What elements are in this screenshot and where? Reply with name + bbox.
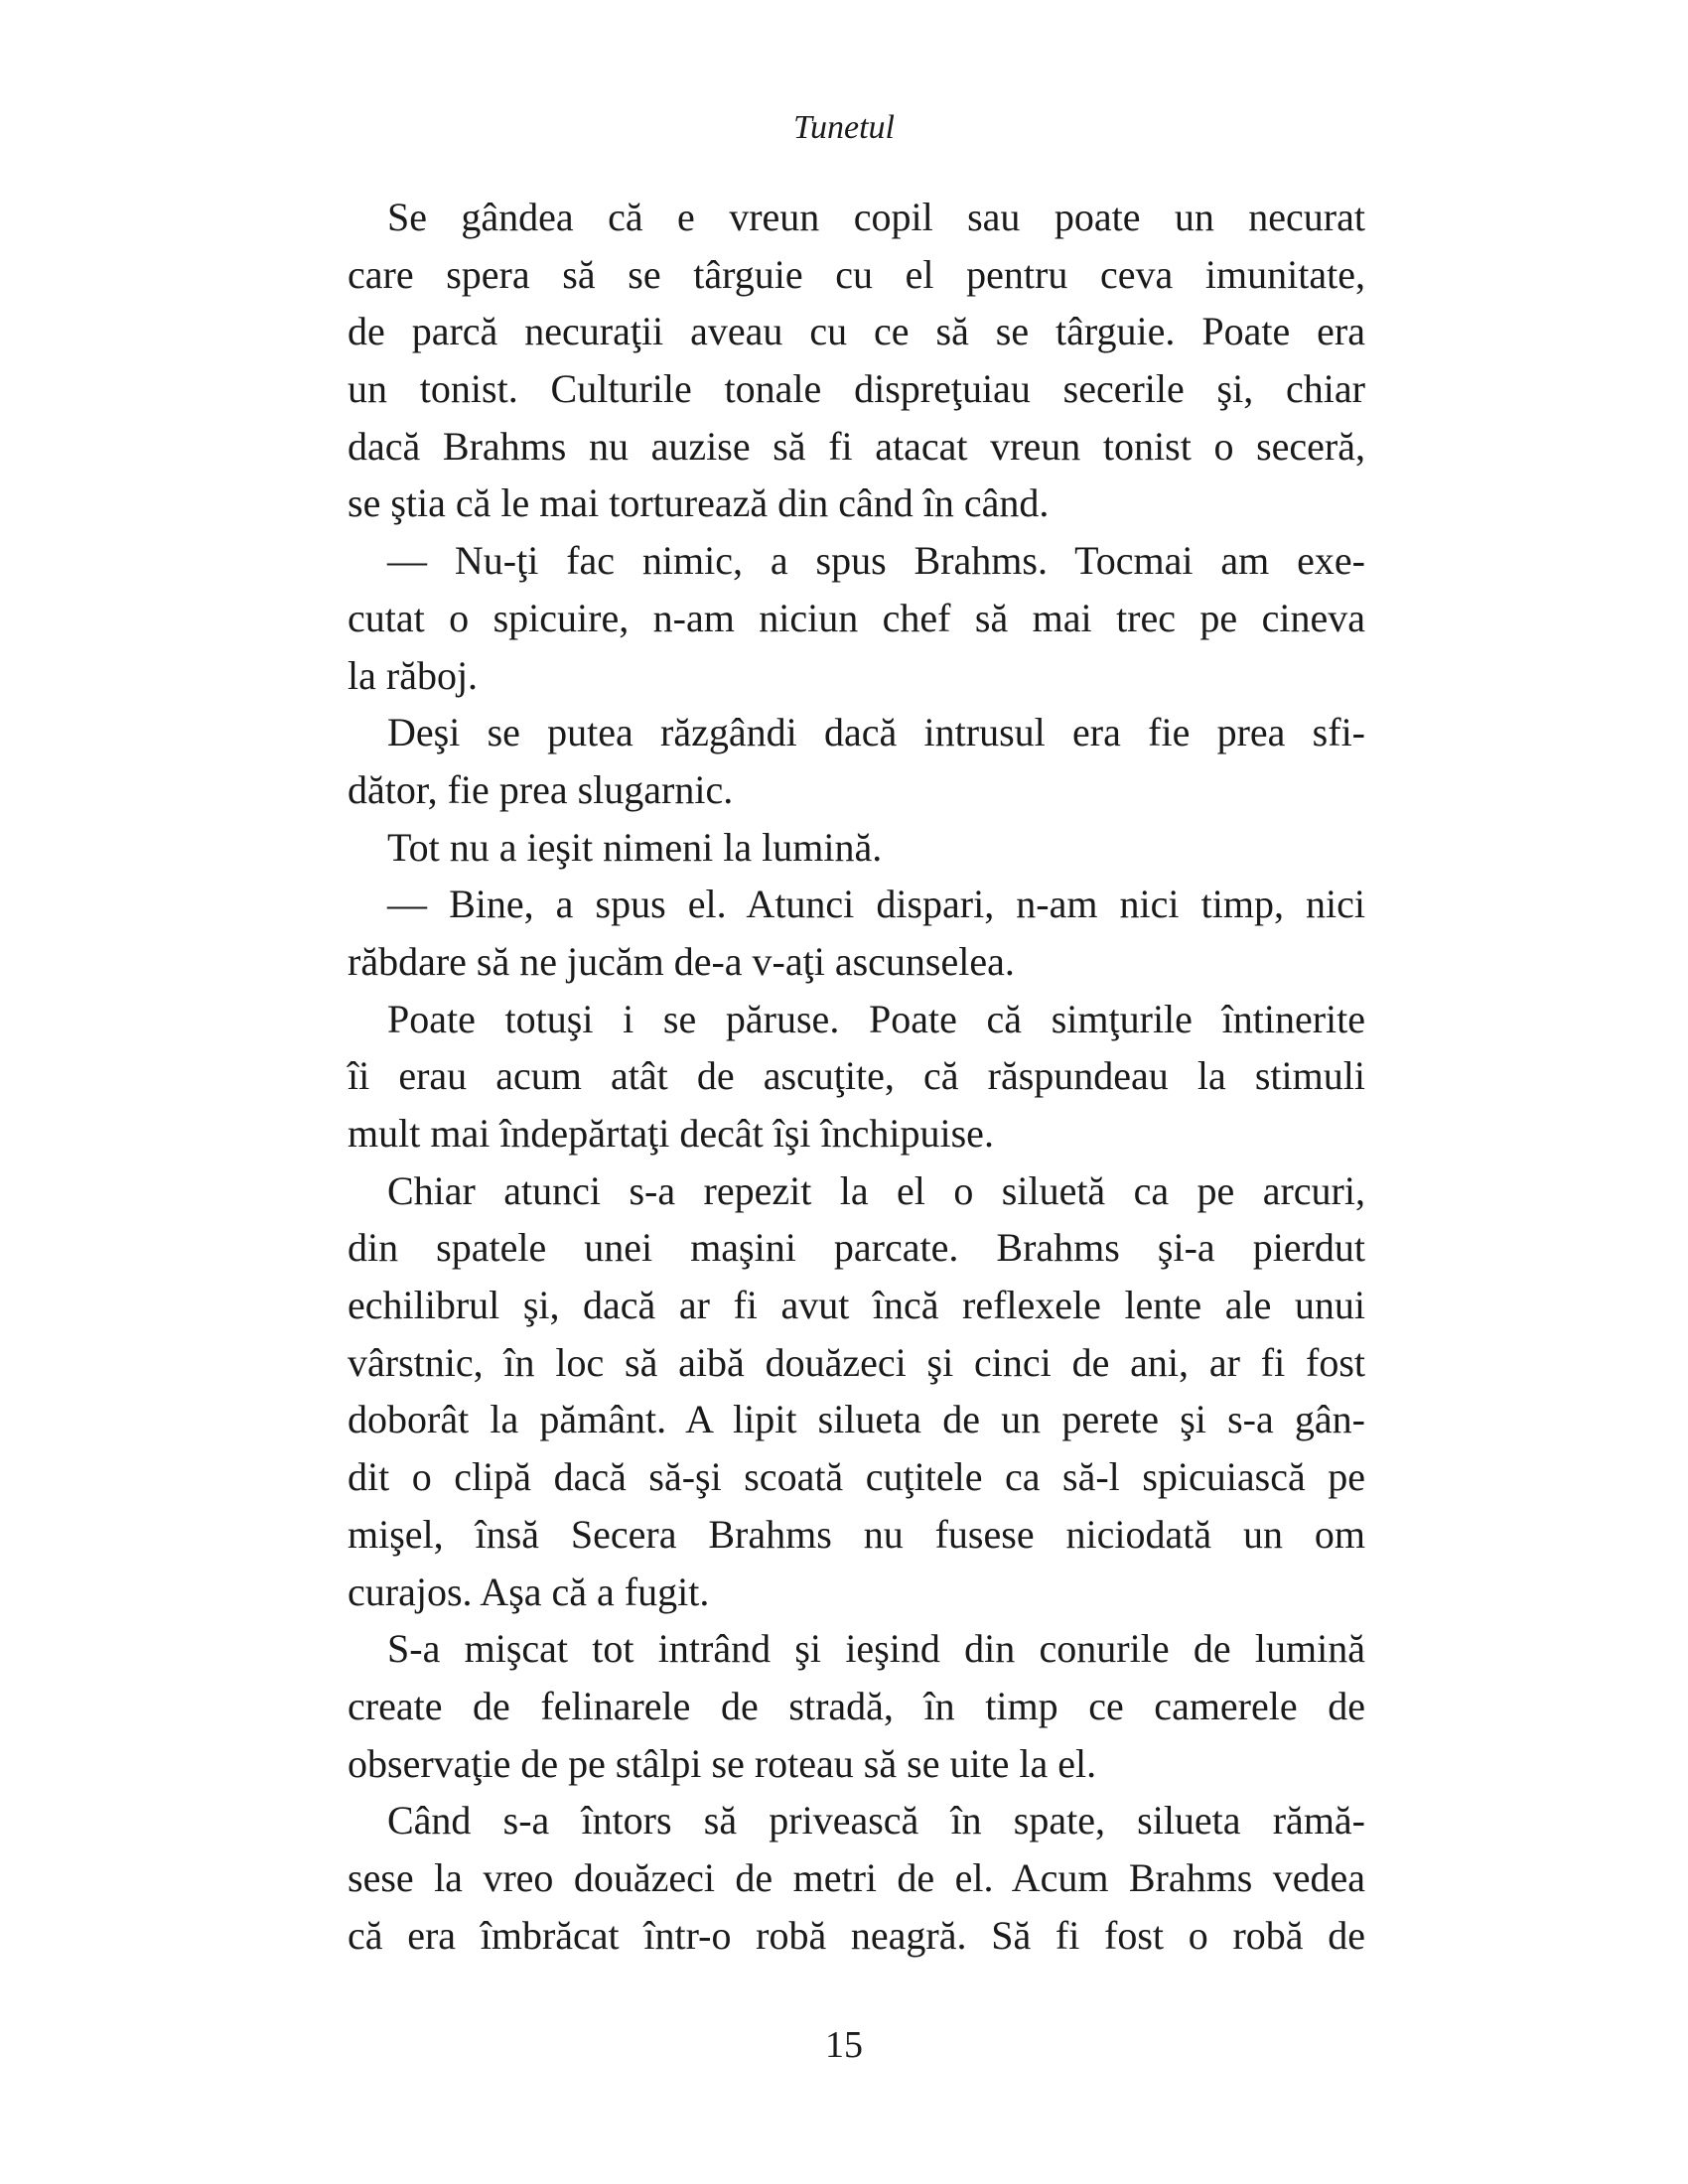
text-line: de parcă necuraţii aveau cu ce să se târguie. Poate era — [348, 309, 1365, 354]
paragraph — [348, 876, 1365, 990]
text-line: echilibrul şi, dacă ar fi avut încă reflexele lente ale unui — [348, 1283, 1365, 1328]
body-text — [348, 189, 1365, 1964]
text-line: se ştia că le mai torturează din când în când. — [348, 480, 1050, 526]
text-line: curajos. Aşa că a fugit. — [348, 1569, 710, 1614]
paragraph — [348, 1620, 1365, 1792]
text-line: Chiar atunci s-a repezit la el o siluetă ca pe arcuri, — [387, 1167, 1365, 1213]
text-line: cutat o spicuire, n-am niciun chef să mai trec pe cineva — [348, 595, 1365, 640]
text-line: îi erau acum atât de ascuţite, că răspundeau la stimuli — [348, 1053, 1365, 1099]
text-line: vârstnic, în loc să aibă douăzeci şi cinci de ani, ar fi fost — [348, 1339, 1365, 1385]
text-line: că era îmbrăcat într-o robă neagră. Să fi fost o robă de — [348, 1912, 1365, 1958]
text-line: dacă Brahms nu auzise să fi atacat vreun tonist o seceră, — [348, 423, 1365, 469]
running-head: Tunetul — [792, 109, 896, 146]
text-line: observaţie de pe stâlpi se roteau să se uite la el. — [348, 1740, 1097, 1786]
text-line: care spera să se târguie cu el pentru ceva imunitate, — [348, 251, 1365, 297]
text-line: Poate totuşi i se păruse. Poate că simţurile întinerite — [387, 996, 1365, 1041]
paragraph — [348, 532, 1365, 704]
text-line: la răboj. — [348, 652, 479, 698]
text-line: — Nu-ţi fac nimic, a spus Brahms. Tocmai am exe- — [387, 538, 1365, 584]
text-line: Deşi se putea răzgândi dacă intrusul era fie prea sfi- — [387, 710, 1365, 755]
text-line: dit o clipă dacă să-şi scoată cuţitele ca să-l spicuiască pe — [348, 1454, 1365, 1500]
text-line: dător, fie prea slugarnic. — [348, 766, 734, 812]
text-line: sese la vreo douăzeci de metri de el. Acum Brahms vedea — [348, 1854, 1365, 1900]
paragraph — [348, 189, 1365, 532]
text-line: Când s-a întors să privească în spate, silueta rămă- — [387, 1798, 1365, 1843]
paragraph — [348, 1162, 1365, 1621]
paragraph — [348, 819, 1365, 877]
text-line: mişel, însă Secera Brahms nu fusese niciodată un om — [348, 1511, 1365, 1557]
text-line: S-a mişcat tot intrând şi ieşind din conurile de lumină — [387, 1626, 1365, 1672]
paragraph — [348, 1792, 1365, 1964]
text-line: Se gândea că e vreun copil sau poate un necurat — [387, 195, 1365, 239]
text-line: create de felinarele de stradă, în timp ce camerele de — [348, 1683, 1365, 1728]
paragraph — [348, 704, 1365, 818]
page-number: 15 — [825, 2024, 863, 2066]
text-line: doborât la pământ. A lipit silueta de un perete şi s-a gân- — [348, 1397, 1365, 1442]
text-line: Tot nu a ieşit nimeni la lumină. — [387, 824, 883, 870]
text-line: un tonist. Culturile tonale dispreţuiau secerile şi, chiar — [348, 366, 1365, 412]
paragraph — [348, 991, 1365, 1162]
text-line: — Bine, a spus el. Atunci dispari, n-am nici timp, nici — [387, 882, 1365, 927]
text-line: mult mai îndepărtaţi decât îşi închipuise. — [348, 1111, 994, 1156]
text-line: răbdare să ne jucăm de-a v-aţi ascunselea. — [348, 938, 1015, 984]
text-line: din spatele unei maşini parcate. Brahms şi-a pierdut — [348, 1225, 1365, 1271]
